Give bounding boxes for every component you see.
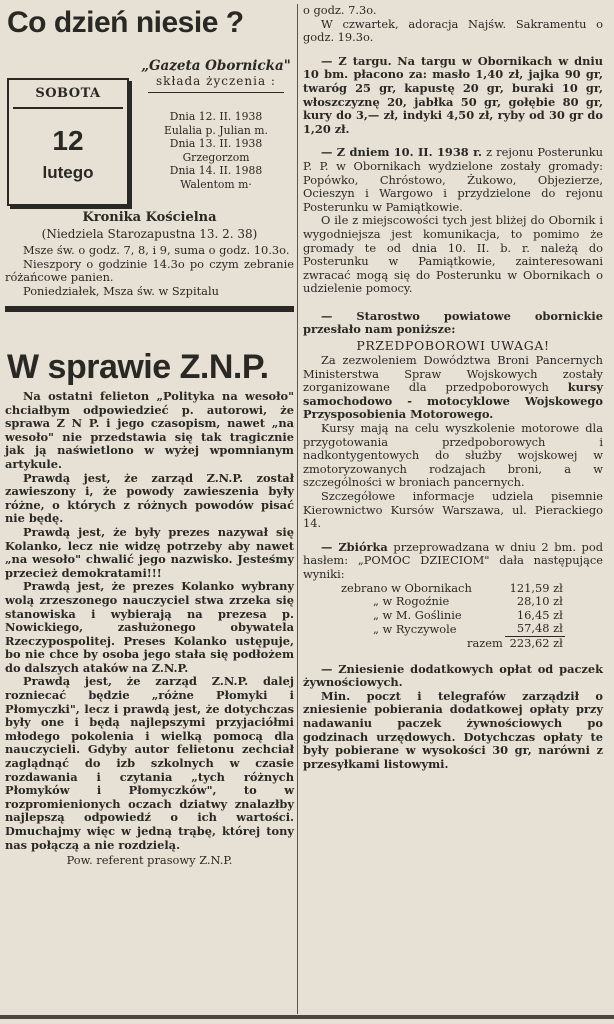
name-day-line: Eulalia p. Julian m. bbox=[164, 123, 268, 137]
calendar-day-of-week: SOBOTA bbox=[35, 86, 101, 101]
table-cell: zebrano w Obornikach bbox=[341, 580, 472, 595]
calendar-month: lutego bbox=[42, 163, 94, 182]
table-row bbox=[317, 595, 565, 609]
bottom-rule bbox=[0, 1015, 614, 1019]
article-paragraph: Prawdą jest, że prezes Kolanko wybrany wolą zrzeszonego nauczyciel stwa zrzeka się stanowiska i wybierają na prezesa p. Nowickiego, zasłużonego obywatela Rzeczypospolitej. Preses Kolanko ustępuje, bo nie chce by osoba jego stała się podłożem do dalszych ataków na Z.N.P. bbox=[5, 579, 294, 675]
post-body: z rejonu Posterunku P. P. w Obornikach wydzielone zostały gromady: Popówko, Chróstowo, Żukowo, Objezierze, Ocieszyn i Wargowo i przydzielone do rejonu Posterunku w Pamiątkowie. bbox=[303, 145, 604, 214]
section-divider bbox=[5, 306, 294, 312]
table-cell: 223,62 zł bbox=[505, 636, 565, 650]
chronicle-paragraph: Poniedziałek, Msza św. w Szpitalu bbox=[23, 283, 219, 298]
calendar-day: 12 bbox=[52, 125, 84, 156]
table-cell: 16,45 zł bbox=[516, 607, 563, 622]
table-cell: 121,59 zł bbox=[509, 580, 563, 595]
article-paragraph: Prawdą jest, że zarząd Z.N.P. został zawieszony i, że powody zawieszenia były różne, o których z różnych powodów pisać nie będę. bbox=[5, 470, 294, 526]
starostwo-body-2: Kursy mają na celu wyszkolenie motorowe dla przygotowania przedpoborowych i nadkontygentowych do służby wojskowej w zmotoryzowanych rodzajach broni, a w szczególności w broniach pancernych. bbox=[303, 421, 603, 490]
article-paragraph: Prawdą jest, że zarząd Z.N.P. dalej rozniecać będzie „różne Płomyki i Płomyczki", lecz i prawdą jest, że dotychczas były one i będą najlepszymi przyjaciółmi młodego pokolenia i wielką pomocą dla nauczycieli. Gdyby autor felietonu zechciał zaglądnąć do izb szkolnych w czasie rozdawania i czytania „tych różnych Płomyków i Płomyczków", to w rozpromienionych oczach dziatwy znalazłby najlepszą odpowiedź o ich wartości. Dmuchajmy więc w jedną trąbę, której tony nas połączą a nie rozdzielą. bbox=[5, 674, 294, 852]
continued-text: o godz. 7.3o. bbox=[303, 3, 377, 17]
chronicle-paragraph: Msze św. o godz. 7, 8, i 9, suma o godz. 10.3o. bbox=[23, 243, 290, 257]
column-title: Co dzień niesie ? bbox=[7, 6, 244, 39]
name-day-line: Grzegorzom bbox=[182, 150, 250, 164]
table-cell: 28,10 zł bbox=[516, 594, 563, 609]
collection-heading: — Zbiórka bbox=[321, 539, 388, 554]
table-row bbox=[317, 582, 565, 596]
article-paragraph: Na ostatni felieton „Polityka na wesoło" chciałbym odpowiedzieć p. autorowi, że sprawa Z N P. i jego czasopism, nawet „na wesoło" nie przedstawia się tak tragicznie jak ją naświetlono w wyżej wpomnianym artykule. bbox=[5, 389, 294, 471]
post-body-2: O ile z miejscowości tych jest bliżej do Obornik i wygodniejsza jest komunikacja, to pomimo że gromady te od dnia 10. II. b. r. należą do Posterunku w Pamiątkowie, zainteresowani zwracać mogą się do Posterunku w Obornikach o udzielenie pomocy. bbox=[303, 213, 603, 296]
name-day-line: Dnia 12. II. 1938 bbox=[169, 110, 263, 123]
right-column bbox=[303, 0, 603, 771]
post-heading: — Z dniem 10. II. 1938 r. bbox=[321, 145, 483, 160]
table-row bbox=[317, 622, 565, 636]
greetings-label: składa życzenia : bbox=[156, 74, 276, 88]
name-day-line: Dnia 13. II. 1938 bbox=[169, 137, 263, 150]
market-news bbox=[303, 55, 603, 137]
market-body: Na targu w Obornikach w dniu 10 bm. płacono za: masło 1,40 zł, jajka 90 gr, twaróg 25 gr, kapustę 20 gr, buraki 10 gr, włoszczyznę 20, jabłka 50 gr, gołębie 80 gr, kury do 3,— zł, indyki 4,50 zł, ryby od 30 gr do 1,20 zł. bbox=[303, 53, 604, 136]
name-day-line: Dnia 14. II. 1988 bbox=[169, 164, 263, 177]
continued-text: W czwartek, adoracja Najśw. Sakramentu o godz. 19.3o. bbox=[303, 16, 603, 45]
parcel-body: Min. poczt i telegrafów zarządził o zniesienie pobierania dodatkowej opłaty przy nadawaniu paczek żywnościowych po godzinach urzędowych. Dotychczas opłaty te były pobierane w wysokości 30 gr, narówni z przesyłkami listowymi. bbox=[303, 688, 603, 771]
name-days bbox=[138, 110, 294, 191]
table-row-total bbox=[317, 636, 565, 650]
table-cell: „ w Ryczywole bbox=[373, 621, 457, 636]
calendar-divider bbox=[13, 107, 123, 109]
church-chronicle bbox=[5, 210, 294, 312]
column-rule bbox=[297, 4, 298, 1014]
article-paragraph: Prawdą jest, że były prezes nazywał się Kolanko, lecz nie widzę potrzeby aby nawet „na wesoło" chwalić jego nazwisko. Jesteśmy przecież demokratami!!! bbox=[5, 524, 294, 580]
collection-news bbox=[303, 541, 603, 582]
article-title: W sprawie Z.N.P. bbox=[7, 348, 269, 386]
calendar-box bbox=[7, 78, 129, 206]
chronicle-paragraph: Nieszpory o godzinie 14.3o po czym zebranie różańcowe panien. bbox=[5, 256, 294, 285]
post-news bbox=[303, 146, 603, 214]
table-row bbox=[317, 609, 565, 623]
market-heading: — Z targu. bbox=[321, 53, 392, 68]
starostwo-heading: — Starostwo powiatowe obornickie przesłało nam poniższe: bbox=[303, 308, 603, 337]
table-cell: 57,48 zł bbox=[516, 621, 563, 636]
greetings-header bbox=[138, 58, 294, 93]
starostwo-caps: PRZEDPOBOROWI UWAGA! bbox=[356, 338, 550, 354]
starostwo-body-b: kursy samochodowo - motocyklowe Wojskowego Przysposobienia Motorowego. bbox=[303, 380, 603, 422]
table-cell: „ w Rogoźnie bbox=[373, 594, 450, 609]
parcel-heading: — Zniesienie dodatkowych opłat od paczek żywnościowych. bbox=[303, 661, 603, 690]
starostwo-body bbox=[303, 354, 603, 422]
collection-table bbox=[317, 582, 565, 651]
collection-body: przeprowadzana w dniu 2 bm. pod hasłem: „POMOC DZIECIOM" dała następujące wyniki: bbox=[303, 539, 603, 581]
name-day-line: Walentom m· bbox=[180, 177, 252, 191]
chronicle-subtitle: (Niedziela Starozapustna 13. 2. 38) bbox=[41, 227, 258, 241]
starostwo-body-a: Za zezwoleniem Dowództwa Broni Pancernych Ministerstwa Spraw Wojskowych zostały zorganizowane dla przedpoborowych bbox=[303, 353, 603, 395]
left-column bbox=[5, 0, 294, 40]
starostwo-body-3: Szczegółowe informacje udziela pisemnie Kierownictwo Kursów Warszawa, ul. Pierackiego 14. bbox=[303, 489, 603, 531]
article-signature: Pow. referent prasowy Z.N.P. bbox=[66, 853, 233, 868]
table-cell: „ w M. Goślinie bbox=[373, 607, 462, 622]
znp-article bbox=[5, 342, 294, 867]
chronicle-title: Kronika Kościelna bbox=[82, 210, 217, 225]
greetings-rule bbox=[148, 92, 284, 93]
table-cell: razem bbox=[467, 635, 503, 650]
gazeta-name: „Gazeta Obornicka" bbox=[141, 58, 291, 74]
